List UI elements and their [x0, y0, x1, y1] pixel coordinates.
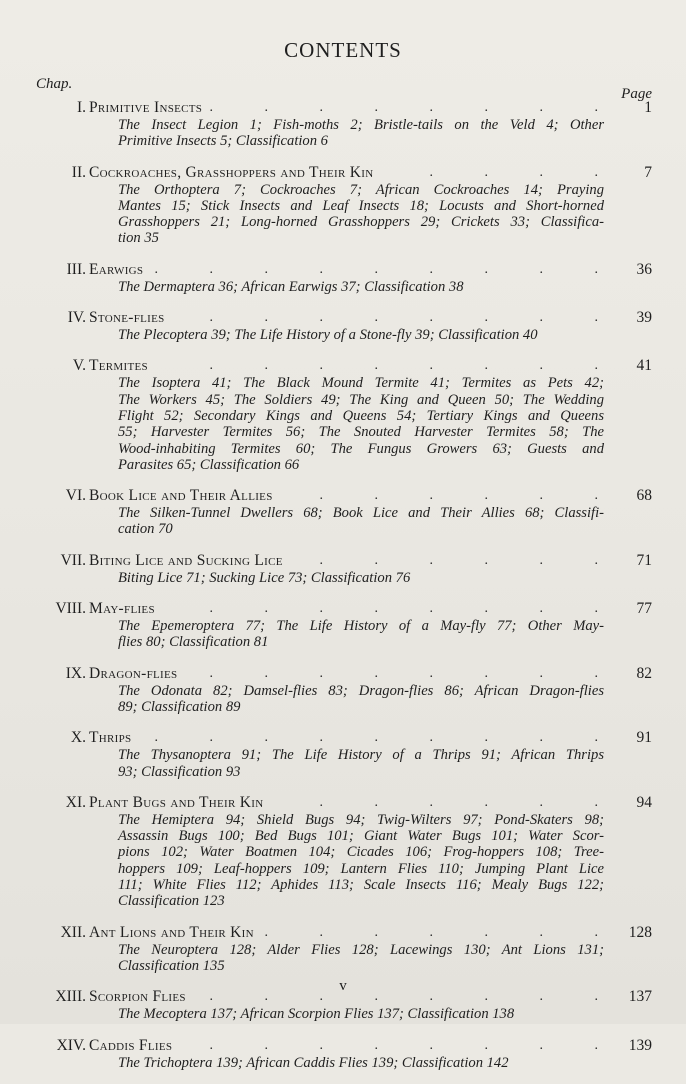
chapter-page-number: 7: [644, 163, 652, 181]
chapter-column-label: Chap.: [36, 76, 73, 92]
chapter-heading: Earwigs: [89, 260, 144, 278]
subtopic-line: Wood-inhabiting Termites 60; The Fungus Growers 63; Guests and: [118, 440, 604, 457]
subtopic-line: Classification 123: [118, 893, 225, 910]
chapter-numeral: X.: [70, 729, 86, 747]
subtopic-line: The Workers 45; The Soldiers 49; The King and Queen 50; The Wedding: [118, 391, 604, 408]
chapter-heading: Cockroaches, Grasshoppers and Their Kin: [89, 163, 374, 181]
subtopic-line: 55; Harvester Termites 56; The Snouted Harvester Termites 58; The: [118, 424, 604, 441]
chapter-subtopics: [118, 942, 604, 975]
toc-entry-header: [0, 260, 686, 279]
subtopic-line: Mantes 15; Stick Insects and Leaf Insects 18; Locusts and Short-horned: [118, 197, 604, 214]
chapter-heading: Termites: [89, 357, 148, 375]
subtopic-line: Grasshoppers 21; Long-horned Grasshoppers 29; Crickets 33; Classifica-: [118, 214, 604, 231]
toc-entry: [0, 923, 686, 975]
subtopic-line: The Isoptera 41; The Black Mound Termite 41; Termites as Pets 42;: [118, 375, 604, 392]
subtopic-line: The Hemiptera 94; Shield Bugs 94; Twig-Wilters 97; Pond-Skaters 98;: [118, 811, 604, 828]
dot-leader: . . . .: [429, 164, 622, 180]
chapter-page-number: 128: [628, 923, 652, 941]
toc-entry: [0, 486, 686, 538]
subtopic-line: The Mecoptera 137; African Scorpion Flies 137; Classification 138: [118, 1006, 515, 1023]
subtopic-line: Flight 52; Secondary Kings and Queens 54; Tertiary Kings and Queens: [118, 407, 604, 424]
chapter-page-number: 77: [636, 600, 652, 618]
dot-leader: . . . . . . . .: [209, 358, 622, 374]
dot-leader: . . . . . . . . .: [154, 261, 622, 277]
chapter-numeral: XIV.: [56, 1036, 86, 1054]
toc-entry-header: [0, 551, 686, 570]
toc-entry: [0, 664, 686, 716]
chapter-heading: Dragon-flies: [89, 664, 178, 682]
dot-leader: . . . . . . . . .: [154, 730, 622, 746]
subtopic-line: The Neuroptera 128; Alder Flies 128; Lacewings 130; Ant Lions 131;: [118, 941, 604, 958]
toc-entry-header: [0, 163, 686, 182]
chapter-numeral: IV.: [67, 309, 86, 327]
subtopic-line: cation 70: [118, 521, 173, 538]
chapter-heading: Stone-flies: [89, 309, 165, 327]
chapter-heading: Book Lice and Their Allies: [89, 487, 273, 505]
subtopic-line: The Orthoptera 7; Cockroaches 7; African Cockroaches 14; Praying: [118, 181, 604, 198]
subtopic-line: Parasites 65; Classification 66: [118, 456, 300, 473]
toc-entry: [0, 599, 686, 651]
toc-entry: [0, 551, 686, 586]
toc-entry-header: [0, 599, 686, 618]
chapter-page-number: 68: [636, 487, 652, 505]
chapter-subtopics: [118, 812, 604, 910]
dot-leader: . . . . . . . .: [209, 310, 622, 326]
chapter-numeral: I.: [76, 99, 86, 116]
toc-entry: [0, 793, 686, 910]
dot-leader: . . . . . . . .: [209, 665, 622, 681]
subtopic-line: flies 80; Classification 81: [118, 634, 269, 651]
subtopic-line: Biting Lice 71; Sucking Lice 73; Classification 76: [118, 569, 411, 586]
toc-entry: [0, 728, 686, 780]
page-title: CONTENTS: [284, 38, 402, 62]
chapter-heading: May-flies: [89, 600, 155, 618]
chapter-page-number: 82: [636, 664, 652, 682]
chapter-numeral: VII.: [60, 551, 86, 569]
dot-leader: . . . . . . .: [264, 924, 622, 940]
chapter-page-number: 39: [636, 309, 652, 327]
subtopic-line: Classification 135: [118, 957, 225, 974]
chapter-subtopics: [118, 570, 604, 586]
chapter-numeral: II.: [71, 163, 86, 181]
chapter-page-number: 91: [636, 729, 652, 747]
chapter-heading: Ant Lions and Their Kin: [89, 923, 254, 941]
subtopic-line: Assassin Bugs 100; Bed Bugs 101; Giant Water Bugs 101; Water Scor-: [118, 828, 604, 845]
chapter-heading: Thrips: [89, 729, 132, 747]
chapter-subtopics: [118, 505, 604, 538]
subtopic-line: The Dermaptera 36; African Earwigs 37; Classification 38: [118, 278, 464, 295]
toc-entry: [0, 356, 686, 473]
subtopic-line: The Odonata 82; Damsel-flies 83; Dragon-flies 86; African Dragon-flies: [118, 682, 604, 699]
toc-entry-header: [0, 98, 686, 117]
chapter-numeral: IX.: [65, 664, 86, 682]
chapter-page-number: 94: [636, 793, 652, 811]
toc-entry-header: [0, 923, 686, 942]
dot-leader: . . . . . .: [319, 488, 622, 504]
chapter-numeral: XII.: [60, 923, 86, 941]
chapter-numeral: XIII.: [55, 988, 86, 1006]
chapter-subtopics: [118, 618, 604, 651]
chapter-subtopics: [118, 1055, 604, 1071]
subtopic-line: 111; White Flies 112; Aphides 113; Scale Insects 116; Mealy Bugs 122;: [118, 877, 604, 894]
chapter-numeral: VI.: [65, 487, 86, 505]
subtopic-line: tion 35: [118, 230, 159, 247]
subtopic-line: 89; Classification 89: [118, 698, 241, 715]
subtopic-line: The Trichoptera 139; African Caddis Flies 139; Classification 142: [118, 1054, 509, 1071]
chapter-subtopics: [118, 1006, 604, 1022]
subtopic-line: The Epemeroptera 77; The Life History of a May-fly 77; Other May-: [118, 618, 604, 635]
toc-entry: [0, 98, 686, 150]
chapter-heading: Biting Lice and Sucking Lice: [89, 551, 283, 569]
chapter-numeral: III.: [66, 260, 86, 278]
chapter-subtopics: [118, 117, 604, 150]
chapter-numeral: VIII.: [55, 600, 86, 618]
toc-entry-header: [0, 728, 686, 747]
chapter-heading: Scorpion Flies: [89, 988, 186, 1006]
chapter-page-number: 71: [636, 551, 652, 569]
dot-leader: . . . . . . . .: [209, 1037, 622, 1053]
chapter-subtopics: [118, 327, 604, 343]
toc-entry-header: [0, 486, 686, 505]
toc-entry-header: [0, 793, 686, 812]
dot-leader: . . . . . .: [319, 552, 622, 568]
toc-entry: [0, 1036, 686, 1071]
subtopic-line: The Insect Legion 1; Fish-moths 2; Bristle-tails on the Veld 4; Other: [118, 117, 604, 133]
chapter-subtopics: [118, 683, 604, 716]
toc-entry: [0, 308, 686, 343]
subtopic-line: 93; Classification 93: [118, 763, 241, 780]
chapter-subtopics: [118, 279, 604, 295]
table-of-contents: [0, 98, 686, 1084]
subtopic-line: hoppers 109; Leaf-hoppers 109; Lantern Flies 110; Jumping Plant Lice: [118, 860, 604, 877]
subtopic-line: pions 102; Water Boatmen 104; Cicades 106; Frog-hoppers 108; Tree-: [118, 844, 604, 861]
toc-entry: [0, 163, 686, 247]
subtopic-line: Primitive Insects 5; Classification 6: [118, 133, 328, 150]
chapter-heading: Primitive Insects: [89, 99, 203, 116]
subtopic-line: The Plecoptera 39; The Life History of a Stone-fly 39; Classification 40: [118, 327, 538, 344]
chapter-page-number: 137: [628, 988, 652, 1006]
chapter-numeral: XI.: [65, 793, 86, 811]
dot-leader: . . . . . . . .: [209, 100, 622, 115]
toc-entry-header: [0, 308, 686, 327]
toc-entry: [0, 260, 686, 295]
chapter-heading: Caddis Flies: [89, 1036, 173, 1054]
chapter-page-number: 41: [636, 357, 652, 375]
chapter-page-number: 36: [636, 260, 652, 278]
chapter-subtopics: [118, 182, 604, 247]
chapter-heading: Plant Bugs and Their Kin: [89, 793, 264, 811]
toc-entry-header: [0, 664, 686, 683]
chapter-subtopics: [118, 375, 604, 473]
chapter-page-number: 139: [628, 1036, 652, 1054]
toc-entry-header: [0, 356, 686, 375]
dot-leader: . . . . . . . .: [209, 989, 622, 1005]
subtopic-line: The Silken-Tunnel Dwellers 68; Book Lice and Their Allies 68; Classifi-: [118, 505, 604, 522]
chapter-numeral: V.: [72, 357, 86, 375]
page-number-footer: v: [339, 978, 347, 994]
chapter-subtopics: [118, 747, 604, 780]
toc-entry-header: [0, 1036, 686, 1055]
page-column-label: Page: [621, 86, 652, 102]
chapter-page-number: 1: [644, 99, 652, 116]
dot-leader: . . . . . . . .: [209, 601, 622, 617]
subtopic-line: The Thysanoptera 91; The Life History of a Thrips 91; African Thrips: [118, 747, 604, 764]
dot-leader: . . . . . .: [319, 794, 622, 810]
